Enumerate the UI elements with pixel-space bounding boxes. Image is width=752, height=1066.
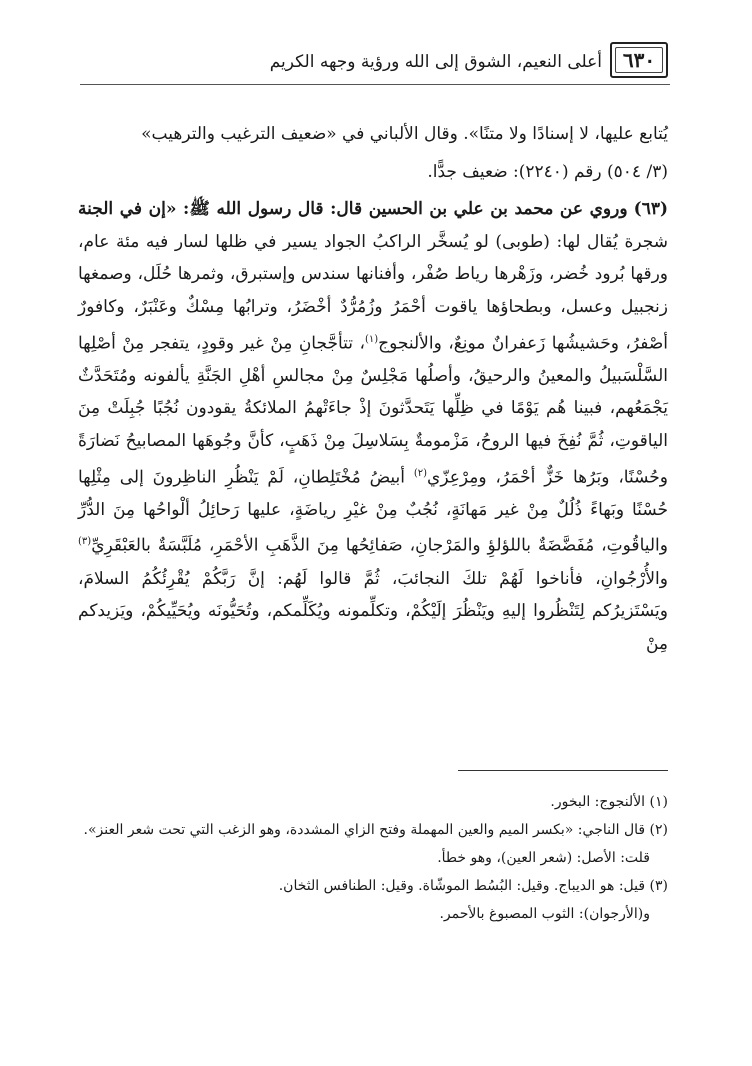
footnotes	[76, 790, 668, 930]
hadith-text: أبيضُ مُخْتَلِطانِ، لَمْ يَنْظُرِ الناظِرونَ إلى مِثْلِها حُسْنًا وبَهاءً ذُلُلٌ مِنْ غير مَهانَةٍ، نُجُبٌ مِنْ غيْرِ رياضَةٍ، عليها رَحائِلُ ألْواحُها مِنَ الدُّرِّ والياقُوتِ، مُفَضَّضَةٌ باللؤلؤِ والمَرْجانِ، صَفائِحُها مِنَ الذَّهَبِ الأحْمَرِ، مُلَبَّسَةٌ بالعَبْقَرِيِّ	[78, 467, 668, 557]
paragraph-line: (٣/ ٥٠٤) رقم (٢٢٤٠): ضعيف جدًّا.	[427, 161, 668, 182]
footnote	[76, 874, 668, 898]
footnote-ref[interactable]: (١)	[364, 333, 379, 345]
main-text	[78, 118, 668, 665]
footnote-ref[interactable]: (٢)	[413, 467, 428, 479]
footnote	[76, 790, 668, 814]
page-number: ٦٣٠	[610, 42, 668, 78]
footnote-number: (٢)	[649, 822, 668, 838]
hadith-text: والأُرْجُوانِ، فأناخوا لَهُمْ تلكَ النجائبَ، ثُمَّ قالوا لَهُم: إنَّ رَبَّكُمْ يُقْرِئُكُمُ السلامَ، ويَسْتَزيرُكم لِتَنْظُروا إليهِ ويَنْظُرَ إلَيْكُمْ، وتكلِّمونه ويُكَلِّمكم، وتُحَيُّونَه ويُحَيِّيكُمْ، ويَزيدكم مِنْ	[78, 568, 668, 654]
footnote-number: (١)	[649, 794, 668, 810]
footnote-ref[interactable]: (٣)	[78, 536, 92, 548]
footnote-text: الألنجوج: البخور.	[550, 794, 646, 810]
footnote-number: (٣)	[649, 878, 668, 894]
hadith-paragraph	[78, 193, 668, 660]
footnote-note	[76, 846, 668, 870]
hadith-number: (٦٣)	[633, 199, 668, 220]
footnote	[76, 818, 668, 842]
footnote-text: و(الأرجوان): الثوب المصبوغ بالأحمر.	[439, 906, 650, 922]
hadith-text: شجرة يُقال لها: (طوبى) لو يُسخَّر الراكبُ الجواد يسير في ظلها لسار فيه مئة عام، ورقها بُرود خُضر، وزَهْرها رياط صُفْر، وأفنانها سندس وإستبرق، وثمرها حُلَل، وصمغها زنجبيل وعسل، وبطحاؤها ياقوت أحْمَرُ وزُمُرُّدٌ أخْضَرُ، وترابُها مِسْكٌ وعَنْبَرٌ، وكافورٌ أصْفرُ، وحَشيشُها زَعفرانٌ مونِعٌ، والألنجوج	[78, 231, 669, 354]
hadith-text: ، تتأجَّجانِ مِنْ غير وقودٍ، يتفجر مِنْ أصْلِها السَّلْسَبيلُ والمعينُ والرحيقُ، وأصلُها مَجْلِسٌ مِنْ مجالسِ أهْلِ الجَنَّةِ يألفونه ومُتَحَدَّثٌ يَجْمَعُهم، فبينا هُم يَوْمًا في ظِلِّها يَتَحدَّثونَ إذْ جاءَتْهمُ الملائكةُ يقودون نُجُبًا جُبِلَتْ مِنَ الياقوتِ، ثُمَّ نُفِخَ فيها الروحُ، مَزْمومةٌ بِسَلاسِلَ مِنْ ذَهَبٍ، كأنَّ وجُوهَها المصابيحُ نَضارَةً وحُسْنًا، وبَرُها خَزٌّ أحْمَرُ، ومِرْعِزّي	[78, 333, 668, 488]
header-rule	[80, 84, 670, 85]
footnote-text: قال الناجي: «بكسر الميم والعين المهملة وفتح الزاي المشددة، وهو الزغب التي تحت شعر العنز».	[83, 822, 646, 838]
footnote-text: قيل: هو الديباج. وقيل: البُسُط الموشّاة. وقيل: الطنافس الثخان.	[278, 878, 646, 894]
paragraph-line: يُتابع عليها، لا إسنادًا ولا متنًا». وقال الألباني في «ضعيف الترغيب والترهيب»	[141, 124, 668, 144]
footnote-note	[76, 902, 668, 926]
footnote-text: قلت: الأصل: (شعر العين)، وهو خطأ.	[437, 850, 650, 866]
running-title: أعلى النعيم، الشوق إلى الله ورؤية وجهه الكريم	[269, 52, 602, 72]
footnote-separator	[458, 770, 668, 771]
narration-intro: وروي عن محمد بن علي بن الحسين قال: قال رسول الله ﷺ: «إن في الجنة	[78, 199, 628, 220]
